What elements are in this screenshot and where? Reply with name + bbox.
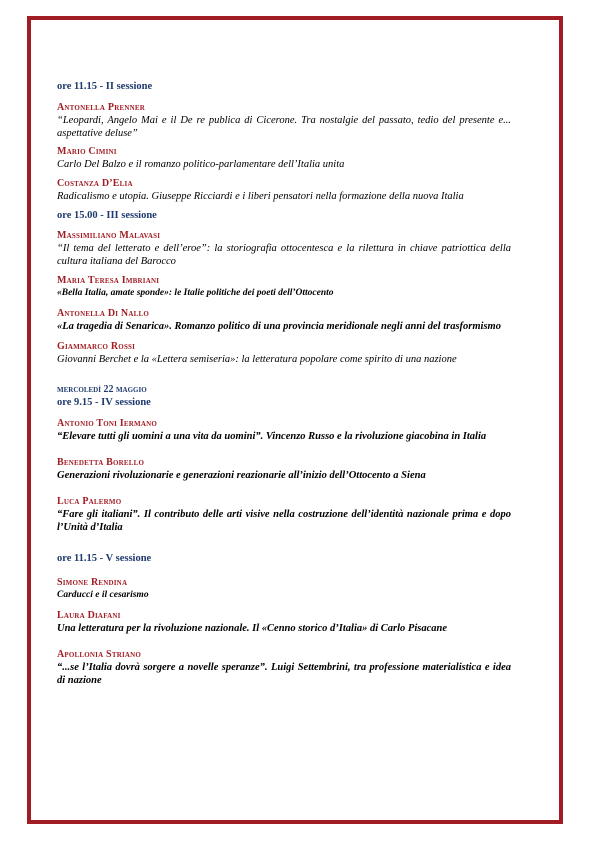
talk-item [57, 418, 511, 443]
speaker-name: Antonella Prenner [57, 102, 145, 113]
talk-title: “Elevare tutti gli uomini a una vita da uomini”. Vincenzo Russo e la rivoluzione giacobina in Italia [57, 431, 487, 442]
talk-item [57, 178, 511, 203]
speaker-name: Antonella Di Nallo [57, 308, 149, 319]
speaker-name: Antonio Toni Iermano [57, 418, 157, 429]
session-heading-5: ore 11.15 - V sessione [57, 553, 152, 564]
talk-title: «La tragedia di Senarica». Romanzo politico di una provincia meridionale negli anni del trasformismo [57, 321, 501, 332]
speaker-name: Simone Rendina [57, 577, 128, 588]
talk-title: Carlo Del Balzo e il romanzo politico-parlamentare dell’Italia unita [57, 159, 345, 170]
speaker-name: Costanza D’Elia [57, 178, 133, 189]
session-heading-2: ore 11.15 - II sessione [57, 81, 153, 92]
session-heading-3: ore 15.00 - III sessione [57, 210, 157, 221]
talk-item [57, 577, 511, 602]
talk-title: Una letteratura per la rivoluzione nazionale. Il «Cenno storico d’Italia» di Carlo Pisacane [57, 623, 447, 634]
speaker-name: Laura Diafani [57, 610, 121, 621]
talk-item [57, 230, 511, 268]
talk-item [57, 610, 511, 635]
talk-title: “Il tema del letterato e dell’eroe”: la storiografia ottocentesca e la rilettura in chiave patriottica della cultura italiana del Barocco [57, 243, 511, 267]
speaker-name: Mario Cimini [57, 146, 117, 157]
speaker-name: Luca Palermo [57, 496, 122, 507]
talk-title: Carducci e il cesarismo [57, 590, 149, 600]
session-heading-4: ore 9.15 - IV sessione [57, 397, 151, 408]
talk-title: Giovanni Berchet e la «Lettera semiseria»: la letteratura popolare come spirito di una nazione [57, 354, 457, 365]
program-content [57, 80, 511, 687]
talk-title: Radicalismo e utopia. Giuseppe Ricciardi e i liberi pensatori nella formazione della nuova Italia [57, 191, 464, 202]
speaker-name: Benedetta Borello [57, 457, 145, 468]
speaker-name: Massimiliano Malavasi [57, 230, 161, 241]
talk-item [57, 649, 511, 687]
speaker-name: Maria Teresa Imbriani [57, 275, 160, 286]
day-heading: mercoledì 22 maggio [57, 384, 147, 395]
talk-item [57, 146, 511, 171]
talk-item [57, 275, 511, 300]
talk-item [57, 102, 511, 140]
talk-item [57, 457, 511, 482]
talk-title: “...se l’Italia dovrà sorgere a novelle speranze”. Luigi Settembrini, tra professione materialistica e idea di nazione [57, 662, 511, 686]
talk-title: “Fare gli italiani”. Il contributo delle arti visive nella costruzione dell’identità nazionale prima e dopo l’Unità d’Italia [57, 509, 511, 533]
talk-item [57, 308, 511, 333]
talk-item [57, 496, 511, 534]
speaker-name: Apollonia Striano [57, 649, 142, 660]
talk-item [57, 341, 511, 366]
talk-title: “Leopardi, Angelo Mai e il De re publica di Cicerone. Tra nostalgie del passato, tedio del presente e... aspettative deluse” [57, 115, 511, 139]
speaker-name: Giammarco Rossi [57, 341, 136, 352]
talk-title: «Bella Italia, amate sponde»: le Italie politiche dei poeti dell’Ottocento [57, 288, 334, 298]
talk-title: Generazioni rivoluzionarie e generazioni reazionarie all’inizio dell’Ottocento a Siena [57, 470, 426, 481]
